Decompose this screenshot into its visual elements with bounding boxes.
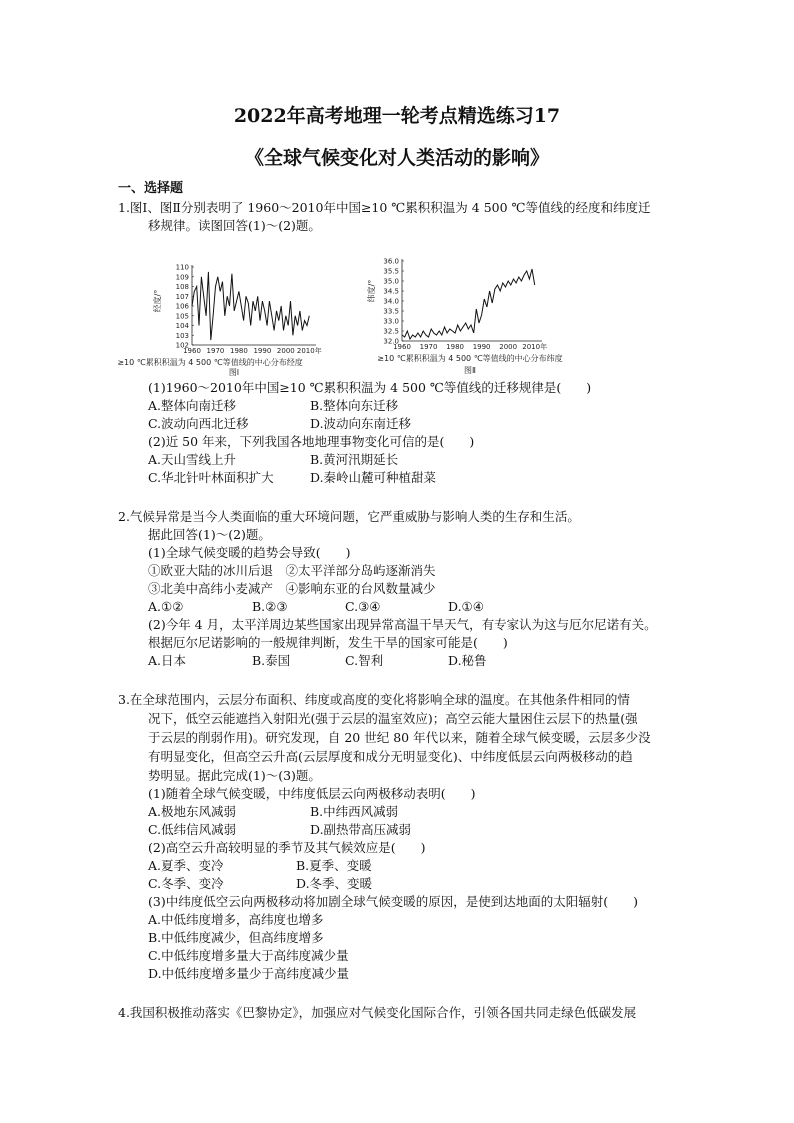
q2-sub2-option-b: B.泰国 [252,653,291,668]
q1-sub2-option-d: D.秦岭山麓可种植甜菜 [310,470,437,485]
q2-sub1-statements-1: ①欧亚大陆的冰川后退 ②太平洋部分岛屿逐渐消失 [148,563,436,578]
q3-sub3: (3)中纬度低空云向两极移动将加剧全球气候变暖的原因，是使到达地面的太阳辐射( ) [148,894,638,909]
c1-ytick-label: 107 [175,292,189,301]
q3-sub3-option-a: A.中低纬度增多，高纬度也增多 [148,912,324,927]
q3-sub2-option-d: D.冬季、变暖 [296,876,373,891]
q2-sub2-line2: 根据厄尔尼诺影响的一般规律判断，发生干旱的国家可能是( ) [148,635,508,650]
c1-xtick-label: 2000 [276,347,295,355]
q1-stem-line1: 1.图Ⅰ、图Ⅱ分别表明了 1960～2010年中国≥10 ℃累积积温为 4 500 ℃等值线的经度和纬度迁 [118,200,651,215]
chart1-series-line [192,272,309,340]
q3-stem-line2: 况下，低空云能遮挡入射阳光(强于云层的温室效应)；高空云能大量困住云层下的热量(强 [148,711,638,726]
q3-sub2-option-b: B.夏季、变暖 [296,858,372,873]
c2-xtick-label: 1960 [393,343,411,351]
q2-sub1-option-a: A.①② [148,599,184,614]
q3-stem-line1: 3.在全球范围内，云层分布面积、纬度或高度的变化将影响全球的温度。在其他条件相同的情 [118,692,630,707]
c1-xtick-label: 1980 [230,347,248,355]
q3-sub3-option-c: C.中低纬度增多量大于高纬度减少量 [148,948,349,963]
q2-sub1-option-d: D.①④ [448,599,484,614]
q3-sub1-option-d: D.副热带高压减弱 [310,822,412,837]
q2-sub2-option-a: A.日本 [148,653,187,668]
c2-xtick-label: 1970 [419,343,438,351]
chart-figure-2 [362,251,584,377]
q3-sub3-option-d: D.中低纬度增多量少于高纬度减少量 [148,966,350,981]
q1-sub1: (1)1960～2010年中国≥10 ℃累积积温为 4 500 ℃等值线的迁移规律是( ) [148,380,592,395]
c1-ytick-label: 105 [175,312,189,321]
c2-ytick-label: 34.0 [383,297,399,306]
c2-ytick-label: 35.0 [383,277,399,286]
c2-xtick-label: 2000 [499,343,518,351]
q3-sub1-option-b: B.中纬西风减弱 [310,804,399,819]
q3-sub1-option-a: A.极地东风减弱 [148,804,237,819]
c1-xtick-label: 1960 [183,347,201,355]
q3-sub2-option-c: C.冬季、变冷 [148,876,224,891]
section-heading: 一、选择题 [118,181,184,196]
chart1-ylabel: 经度/° [153,289,162,313]
q2-sub1-option-b: B.②③ [252,599,288,614]
c1-xtick-label: 1970 [206,347,225,355]
q3-stem-line5: 势明显。据此完成(1)～(3)题。 [148,768,321,783]
q3-stem-line4: 有明显变化，但高空云升高(云层厚度和成分无明显变化)、中纬度低层云向两极移动的趋 [148,749,633,764]
q4-stem-line1: 4.我国积极推动落实《巴黎协定》，加强应对气候变化国际合作，引领各国共同走绿色低碳发展 [118,1005,637,1020]
q2-stem-line1: 2.气候异常是当今人类面临的重大环境问题，它严重威胁与影响人类的生存和生活。 [118,509,580,524]
c2-ytick-label: 35.5 [383,267,399,276]
c2-ytick-label: 32.0 [383,337,399,346]
c2-xtick-label: 1980 [446,343,464,351]
q1-sub2-option-b: B.黄河汛期延长 [310,452,399,467]
q1-stem-line2: 移规律。读图回答(1)～(2)题。 [148,218,321,233]
q2-sub2-option-c: C.智利 [345,653,384,668]
q1-sub2: (2)近 50 年来，下列我国各地地理事物变化可信的是( ) [148,434,475,449]
q3-sub1-option-c: C.低纬信风减弱 [148,822,237,837]
q2-stem-line2: 据此回答(1)～(2)题。 [148,527,271,542]
c1-xtick-label: 1990 [253,347,272,355]
q1-sub2-option-a: A.天山雪线上升 [148,452,237,467]
q2-sub1: (1)全球气候变暖的趋势会导致( ) [148,545,351,560]
c2-ytick-label: 32.5 [383,327,399,336]
q1-sub1-option-d: D.波动向东南迁移 [310,416,412,431]
c2-ytick-label: 34.5 [383,287,399,296]
chart1-caption: ≥10 ℃累积积温为 4 500 ℃等值线的中心分布经度 [117,358,303,367]
q3-sub3-option-b: B.中低纬度减少，但高纬度增多 [148,930,324,945]
c2-xtick-label: 1990 [472,343,491,351]
q1-sub1-option-c: C.波动向西北迁移 [148,416,249,431]
chart1-title: 图Ⅰ [228,368,240,377]
q1-sub2-option-c: C.华北针叶林面积扩大 [148,470,274,485]
q2-sub2-option-d: D.秘鲁 [448,653,487,668]
q2-sub2-line1: (2)今年 4 月，太平洋周边某些国家出现异常高温干旱天气，有专家认为这与厄尔尼诺有关。 [148,617,657,632]
q3-stem-line3: 于云层的削弱作用)。研究发现，自 20 世纪 80 年代以来，随着全球气候变暖，云层多少没 [148,730,651,745]
page-title: 2022年高考地理一轮考点精选练习17 [233,105,561,127]
q1-sub1-option-a: A.整体向南迁移 [148,398,237,413]
chart2-ylabel: 纬度/° [367,279,376,303]
q2-sub1-statements-2: ③北美中高纬小麦减产 ④影响东亚的台风数量减少 [148,581,436,596]
q3-sub2: (2)高空云升高较明显的季节及其气候效应是( ) [148,840,426,855]
q3-sub2-option-a: A.夏季、变冷 [148,858,224,873]
chart2-title: 图Ⅱ [464,366,476,375]
c1-ytick-label: 109 [175,273,189,282]
c1-ytick-label: 106 [175,302,189,311]
q2-sub1-option-c: C.③④ [345,599,381,614]
c1-ytick-label: 103 [175,331,189,340]
c2-ytick-label: 33.0 [383,317,399,326]
q3-sub1: (1)随着全球气候变暖，中纬度低层云向两极移动表明( ) [148,786,476,801]
c2-ytick-label: 36.0 [383,257,399,266]
c2-xtick-label: 2010年 [522,343,548,351]
chart2-caption: ≥10 ℃累积积温为 4 500 ℃等值线的中心分布纬度 [377,354,563,363]
c1-xtick-label: 2010年 [296,347,322,355]
c1-ytick-label: 108 [175,283,189,291]
c2-ytick-label: 33.5 [383,307,399,316]
c1-ytick-label: 110 [175,263,189,272]
chart-figure-1 [117,255,360,377]
chart2-series-line [402,269,535,339]
q1-sub1-option-b: B.整体向东迁移 [310,398,399,413]
page-subtitle: 《全球气候变化对人类活动的影响》 [244,147,549,169]
c1-ytick-label: 102 [175,341,189,350]
c1-ytick-label: 104 [175,322,189,330]
